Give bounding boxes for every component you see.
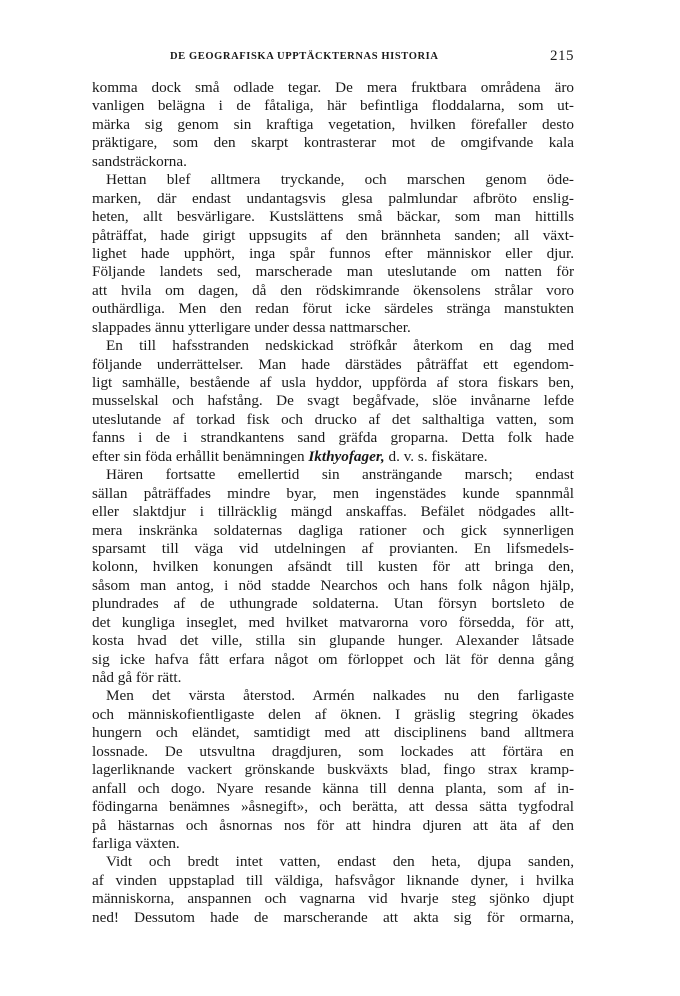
text-line: det kungliga inseglet, med hvilket matvarorna voro försedda, för att, <box>92 613 574 631</box>
text-line: komma dock små odlade tegar. De mera fruktbara områdena äro <box>92 79 574 96</box>
text-line: på hästarnas och åsnornas nos för att hindra djuren att äta af den <box>92 816 574 834</box>
text-line: marken, där endast undantagsvis glesa palmlundar afbröto enslig- <box>92 189 574 207</box>
text-line: födingarna benämnes »åsnegift», och berätta, att dessa sätta tygfodral <box>92 798 574 816</box>
text-line: människorna, anspannen och vagnarna vid hvarje steg sjönko djupt <box>92 890 574 908</box>
text-line: nåd gå för rätt. <box>92 669 182 686</box>
text-line: af vinden uppstaplad till väldiga, hafsvågor liknande dyner, i hvilka <box>92 871 574 889</box>
text-line: och människofientligaste delen af öknen. I gräslig stegring ökades <box>92 705 574 723</box>
text-line: plundrades af de uthungrade soldaterna. Utan försyn bortsleto de <box>92 595 574 613</box>
text-line: präktigare, som den skarpt kontrasterar mot de omgifvande kala <box>92 134 574 152</box>
text-segment: d. v. s. fiskätare. <box>384 447 488 465</box>
text-line: Hären fortsatte emellertid sin ansträngande marsch; endast <box>106 466 574 484</box>
text-line: såsom man antog, i nöd stadde Nearchos och hans folk någon hjälp, <box>92 576 574 594</box>
text-line: outhärdliga. Men den redan förut icke särdeles stränga manstukten <box>92 300 574 318</box>
text-line: Hettan blef alltmera tryckande, och marschen genom öde- <box>106 171 574 189</box>
text-line: farliga växten. <box>92 834 180 852</box>
text-line: lighet hade upphört, inga spår funnos efter människor eller djur. <box>92 244 574 262</box>
text-line: slappades ännu ytterligare under dessa nattmarscher. <box>92 318 411 336</box>
text-line: lagerliknande vackert grönskande buskväxts blad, fingo strax kramp- <box>92 761 574 779</box>
page-number: 215 <box>550 48 574 64</box>
text-line: sandsträckorna. <box>92 152 187 170</box>
text-line: påträffat, hade girigt uppsugits af den brännheta sanden; all växt- <box>92 226 574 244</box>
text-line: anfall och dogo. Nyare resande känna till denna planta, som af in- <box>92 779 574 797</box>
text-line: märka sig genom sin kraftiga vegetation, hvilken förefaller desto <box>92 115 574 133</box>
running-head: DE GEOGRAFISKA UPPTÄCKTERNAS HISTORIA <box>170 51 439 62</box>
text-line: följande underrättelser. Man hade därstädes påträffat ett egendom- <box>92 355 574 373</box>
text-line: lossnade. De utsvultna dragdjuren, som lockades att förtära en <box>92 742 574 760</box>
text-line: uteslutande af torkad fisk och drucko af det salthaltiga vatten, som <box>92 410 574 428</box>
text-line: Följande landets sed, marscherade man uteslutande om natten för <box>92 263 574 281</box>
text-line: att hvila om dagen, då den rödskimrande ökensolens strålar voro <box>92 281 574 299</box>
text-line: vanligen belägna i de fåtaliga, här befintliga floddalarna, som ut- <box>92 97 574 115</box>
text-line: hungern och eländet, samtidigt med att disciplinens band alltmera <box>92 724 574 742</box>
text-line: kosta hvad det ville, stilla sin glupande hunger. Alexander låtsade <box>92 632 574 650</box>
text-line: eller slaktdjur i tillräcklig mängd anskaffas. Befälet nödgades allt- <box>92 503 574 521</box>
text-line: sällan påträffades mindre byar, men ingenstädes kunde spannmål <box>92 484 574 502</box>
body-text <box>92 79 574 927</box>
text-line: sig icke hafva fått erfara något om förloppet och lät för denna gång <box>92 650 574 668</box>
text-line: En till hafsstranden nedskickad ströfkår återkom en dag med <box>106 337 574 355</box>
text-line: mera inskränka soldaternas dagliga rationer och gick synnerligen <box>92 521 574 539</box>
text-line: sparsamt till väga vid utdelningen af provianten. En lifsmedels- <box>92 539 574 557</box>
text-line: Vidt och bredt intet vatten, endast den heta, djupa sanden, <box>106 853 574 871</box>
text-line <box>92 448 574 466</box>
text-line: ligt samhälle, bestående af usla hyddor, uppförda af stora fiskars ben, <box>92 374 574 391</box>
emphasized-term: Ikthyofager, <box>308 447 385 465</box>
text-line: heten, allt besvärligare. Kustslättens små bäckar, som man hittills <box>92 208 574 226</box>
text-line: fanns i de i strandkantens sand gräfda groparna. Detta folk hade <box>92 429 574 447</box>
text-line: musselskal och hafstång. De svagt begåfvade, slöe invånarne lefde <box>92 392 574 410</box>
text-line: Men det värsta återstod. Armén nalkades nu den farligaste <box>106 687 574 705</box>
page-header <box>92 48 574 70</box>
text-line: ned! Dessutom hade de marscherande att akta sig för ormarna, <box>92 908 574 926</box>
text-segment: efter sin föda erhållit benämningen <box>92 447 309 465</box>
text-line: kolonn, hvilken konungen afsändt till kusten för att bringa den, <box>92 558 574 576</box>
